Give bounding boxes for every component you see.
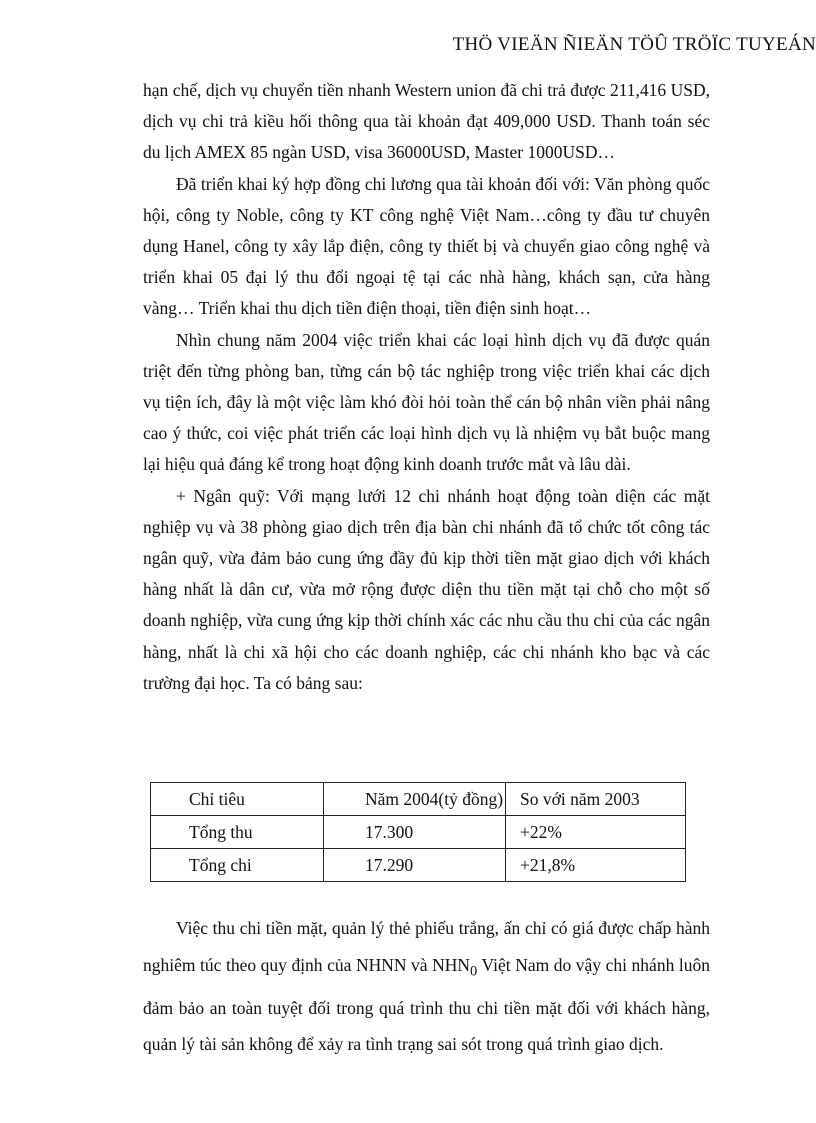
paragraph-2: Đã triển khai ký hợp đồng chi lương qua tài khoản đối với: Văn phòng quốc hội, công ty Noble, công ty KT công nghệ Việt Nam…công ty đầu tư chuyên dụng Hanel, công ty xây lắp điện, công ty thiết bị và chuyển giao công nghệ và triển khai 05 đại lý thu đổi ngoại tệ tại các nhà hàng, khách sạn, cửa hàng vàng… Triển khai thu dịch tiền điện thoại, tiền điện sinh hoạt… <box>143 173 710 319</box>
subscript: 0 <box>470 963 478 980</box>
table-cell: Tổng thu <box>151 816 324 849</box>
paragraph-5-part-1: Việc thu chi tiền mặt, quản lý thẻ phiếu trắng, ấn chỉ có giá được chấp hành nghiêm túc theo quy định của NHNN và NHN <box>143 918 710 975</box>
table-cell: +21,8% <box>506 849 686 882</box>
paragraph-5 <box>143 910 710 1063</box>
paragraph-3: Nhìn chung năm 2004 việc triển khai các loại hình dịch vụ đã được quán triệt đến từng phòng ban, từng cán bộ tác nghiệp trong việc triển khai các dịch vụ tiện ích, đây là một việc làm khó đòi hỏi toàn thể cán bộ nhân viền phải nâng cao ý thức, coi việc phát triển các loại hình dịch vụ là nhiệm vụ bắt buộc mang lại hiệu quả đáng kể trong hoạt động kinh doanh trước mắt và lâu dài. <box>143 329 710 475</box>
table-header-cell: Chỉ tiêu <box>151 783 324 816</box>
table-row <box>151 816 686 849</box>
paragraph-5-part-2: Việt Nam do vậy chi nhánh luôn đảm bảo an toàn tuyệt đối trong quá trình thu chi tiền mặt đối với khách hàng, quản lý tài sản không để xảy ra tình trạng sai sót trong quá trình giao dịch. <box>143 954 710 1055</box>
closing-text <box>143 910 710 1063</box>
table-header-row <box>151 783 686 816</box>
table-cell: +22% <box>506 816 686 849</box>
table-row <box>151 849 686 882</box>
page-header: THÖ VIEÄN ÑIEÄN TÖÛ TRÖÏC TUYEÁN <box>452 34 816 55</box>
paragraph-4: + Ngân quỹ: Với mạng lưới 12 chi nhánh hoạt động toàn diện các mặt nghiệp vụ và 38 phòng giao dịch trên địa bàn chi nhánh đã tổ chức tốt công tác ngân quỹ, vừa đảm bảo cung ứng đầy đủ kịp thời tiền mặt giao dịch với khách hàng nhất là dân cư, vừa mở rộng được diện thu tiền mặt tại chỗ cho một số doanh nghiệp, vừa cung ứng kịp thời chính xác các nhu cầu thu chi của các ngân hàng, nhất là chi xã hội cho các doanh nghiệp, các chi nhánh kho bạc và các trường đại học. Ta có bảng sau: <box>143 485 710 693</box>
body-text <box>143 75 710 699</box>
cash-flow-table <box>150 782 686 882</box>
table-header-cell: Năm 2004(tỷ đồng) <box>324 783 506 816</box>
paragraph-1: hạn chế, dịch vụ chuyển tiền nhanh Western union đã chi trả được 211,416 USD, dịch vụ chi trả kiều hối thông qua tài khoản đạt 409,000 USD. Thanh toán séc du lịch AMEX 85 ngàn USD, visa 36000USD, Master 1000USD… <box>143 80 710 163</box>
table-cell: Tổng chi <box>151 849 324 882</box>
table-cell: 17.290 <box>324 849 506 882</box>
table-cell: 17.300 <box>324 816 506 849</box>
table-header-cell: So với năm 2003 <box>506 783 686 816</box>
